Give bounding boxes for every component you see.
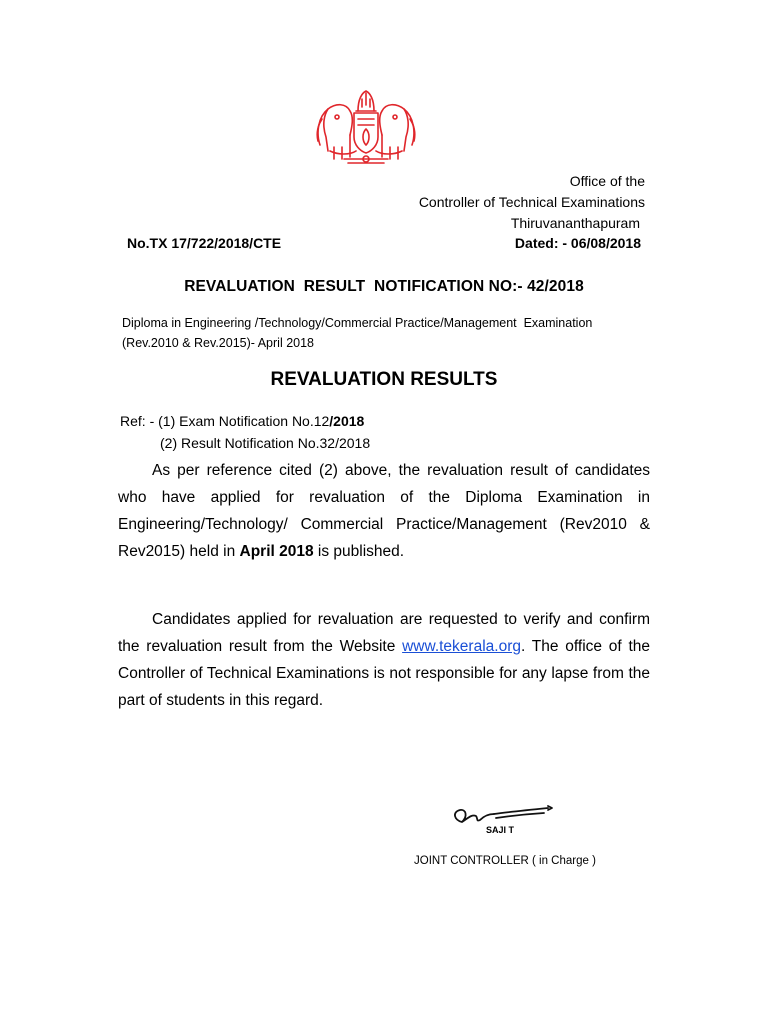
subject-line-1: Diploma in Engineering /Technology/Commercial Practice/Management Examination [122,316,593,330]
paragraph-2 [118,606,650,714]
reference-1 [120,413,364,429]
main-title: REVALUATION RESULTS [270,369,498,390]
notification-date: Dated: - 06/08/2018 [514,235,641,251]
notification-title: REVALUATION RESULT NOTIFICATION NO:- 42/2018 [184,278,584,295]
paragraph-1-exam-month: April 2018 [239,543,314,560]
office-line-1: Office of the [569,173,645,189]
office-line-2: Controller of Technical Examinations [418,194,645,210]
paragraph-2-text: Candidates applied for revaluation are requested to verify and confirm the revaluation result from the Website [118,611,650,655]
reference-1-year: /2018 [329,413,365,429]
paragraph-1-end: is published. [313,543,405,560]
paragraph-1-text: As per reference cited (2) above, the revaluation result of candidates who have applied for revaluation of the Diploma Examination in Engineering/Technology/ Commercial Practice/Management (Rev2010 & Rev2015) held in [118,462,650,560]
paragraph-1 [118,457,650,565]
signatory-designation: JOINT CONTROLLER ( in Charge ) [414,855,596,867]
kerala-state-emblem-icon [310,85,422,167]
reference-number: No.TX 17/722/2018/CTE [127,235,282,251]
reference-1-text: Ref: - (1) Exam Notification No.12 [120,413,330,429]
website-link[interactable]: www.tekerala.org [402,638,521,655]
paragraph-2-end: . The office of the Controller of Technical Examinations is not responsible for any lapse from the part of students in this regard. [118,638,650,709]
signatory-name: SAJI T [486,825,515,835]
office-line-3: Thiruvananthapuram [510,215,640,231]
reference-2: (2) Result Notification No.32/2018 [160,435,371,451]
subject-line-2: (Rev.2010 & Rev.2015)- April 2018 [122,336,315,350]
